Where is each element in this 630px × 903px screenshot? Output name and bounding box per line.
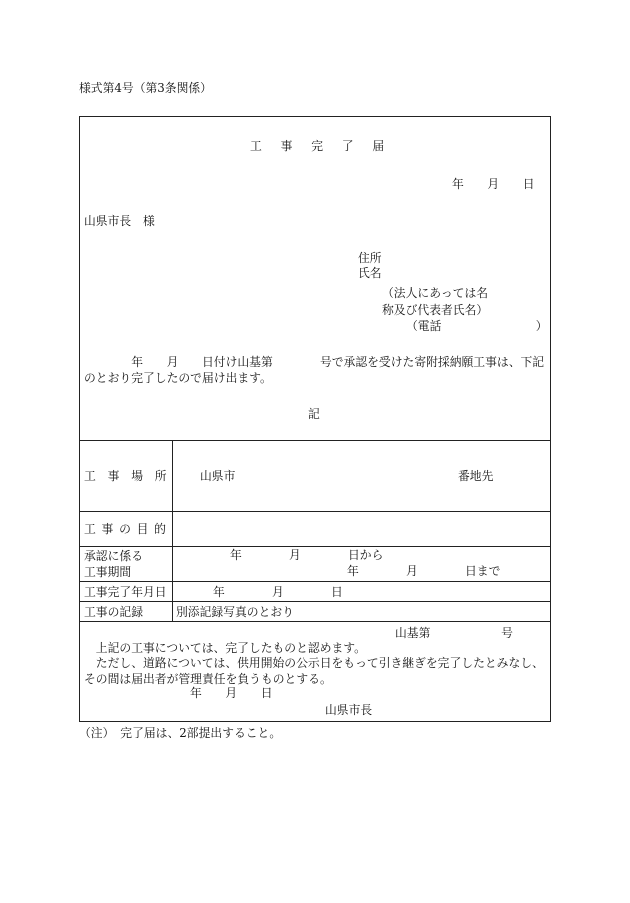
- purpose-label-text: 工 事 の 目 的: [84, 522, 167, 536]
- record-label: [80, 602, 173, 621]
- approval-line: 上記の工事については、完了したものと認めます。: [84, 641, 366, 655]
- form-title: 工 事 完 了 届: [250, 139, 388, 153]
- purpose-label: [80, 512, 173, 546]
- form-box: [79, 116, 551, 722]
- form-number: 様式第4号（第3条関係）: [79, 81, 212, 95]
- addressee: 山県市長 様: [84, 214, 155, 228]
- corporate-note-line2: 称及び代表者氏名）: [382, 303, 489, 317]
- completion-date-label-text: 工事完了年月日: [84, 584, 167, 599]
- submission-date: 年 月 日: [452, 177, 535, 191]
- table-row-record: [80, 601, 550, 622]
- corporate-note-line1: （法人にあっては名: [382, 286, 489, 300]
- location-city: 山県市: [200, 469, 236, 483]
- ki-heading: 記: [308, 407, 320, 421]
- phone-label: （電話 ）: [406, 319, 548, 333]
- period-label-line1: 承認に係る: [84, 549, 143, 563]
- location-suffix: 番地先: [458, 469, 494, 483]
- period-label-line2: 工事期間: [84, 565, 132, 579]
- body-line: 年 月 日付け山基第 号で承認を受けた寄附採納願工事は、下記: [84, 355, 545, 369]
- approval-date: 年 月 日: [190, 686, 273, 700]
- approval-line: その間は届出者が管理責任を負うものとする。: [84, 672, 332, 686]
- approval-line: ただし、道路については、供用開始の公示日をもって引き継ぎを完了したとみなし、: [84, 656, 544, 670]
- table-row-location: [80, 440, 550, 511]
- period-from: 年 月 日から: [230, 548, 384, 562]
- address-label: 住所: [358, 251, 382, 265]
- completion-date-label: [80, 582, 173, 601]
- record-value: 別添記録写真のとおり: [176, 604, 294, 619]
- location-label-text: 工 事 場 所: [84, 469, 167, 483]
- body-line: のとおり完了したので届け出ます。: [84, 371, 272, 385]
- approval-number: 山基第 号: [395, 626, 513, 640]
- table-row-completion-date: [80, 581, 550, 601]
- name-label: 氏名: [358, 266, 382, 280]
- record-label-text: 工事の記録: [84, 604, 143, 619]
- approval-issuer: 山県市長: [325, 703, 373, 717]
- period-label: [80, 547, 173, 581]
- period-to: 年 月 日まで: [347, 564, 501, 578]
- table-row-purpose: [80, 511, 550, 546]
- location-label: [80, 441, 173, 511]
- table-row-period: [80, 546, 550, 581]
- completion-date-value: 年 月 日: [213, 584, 343, 599]
- footnote: （注） 完了届は、2部提出すること。: [79, 726, 282, 740]
